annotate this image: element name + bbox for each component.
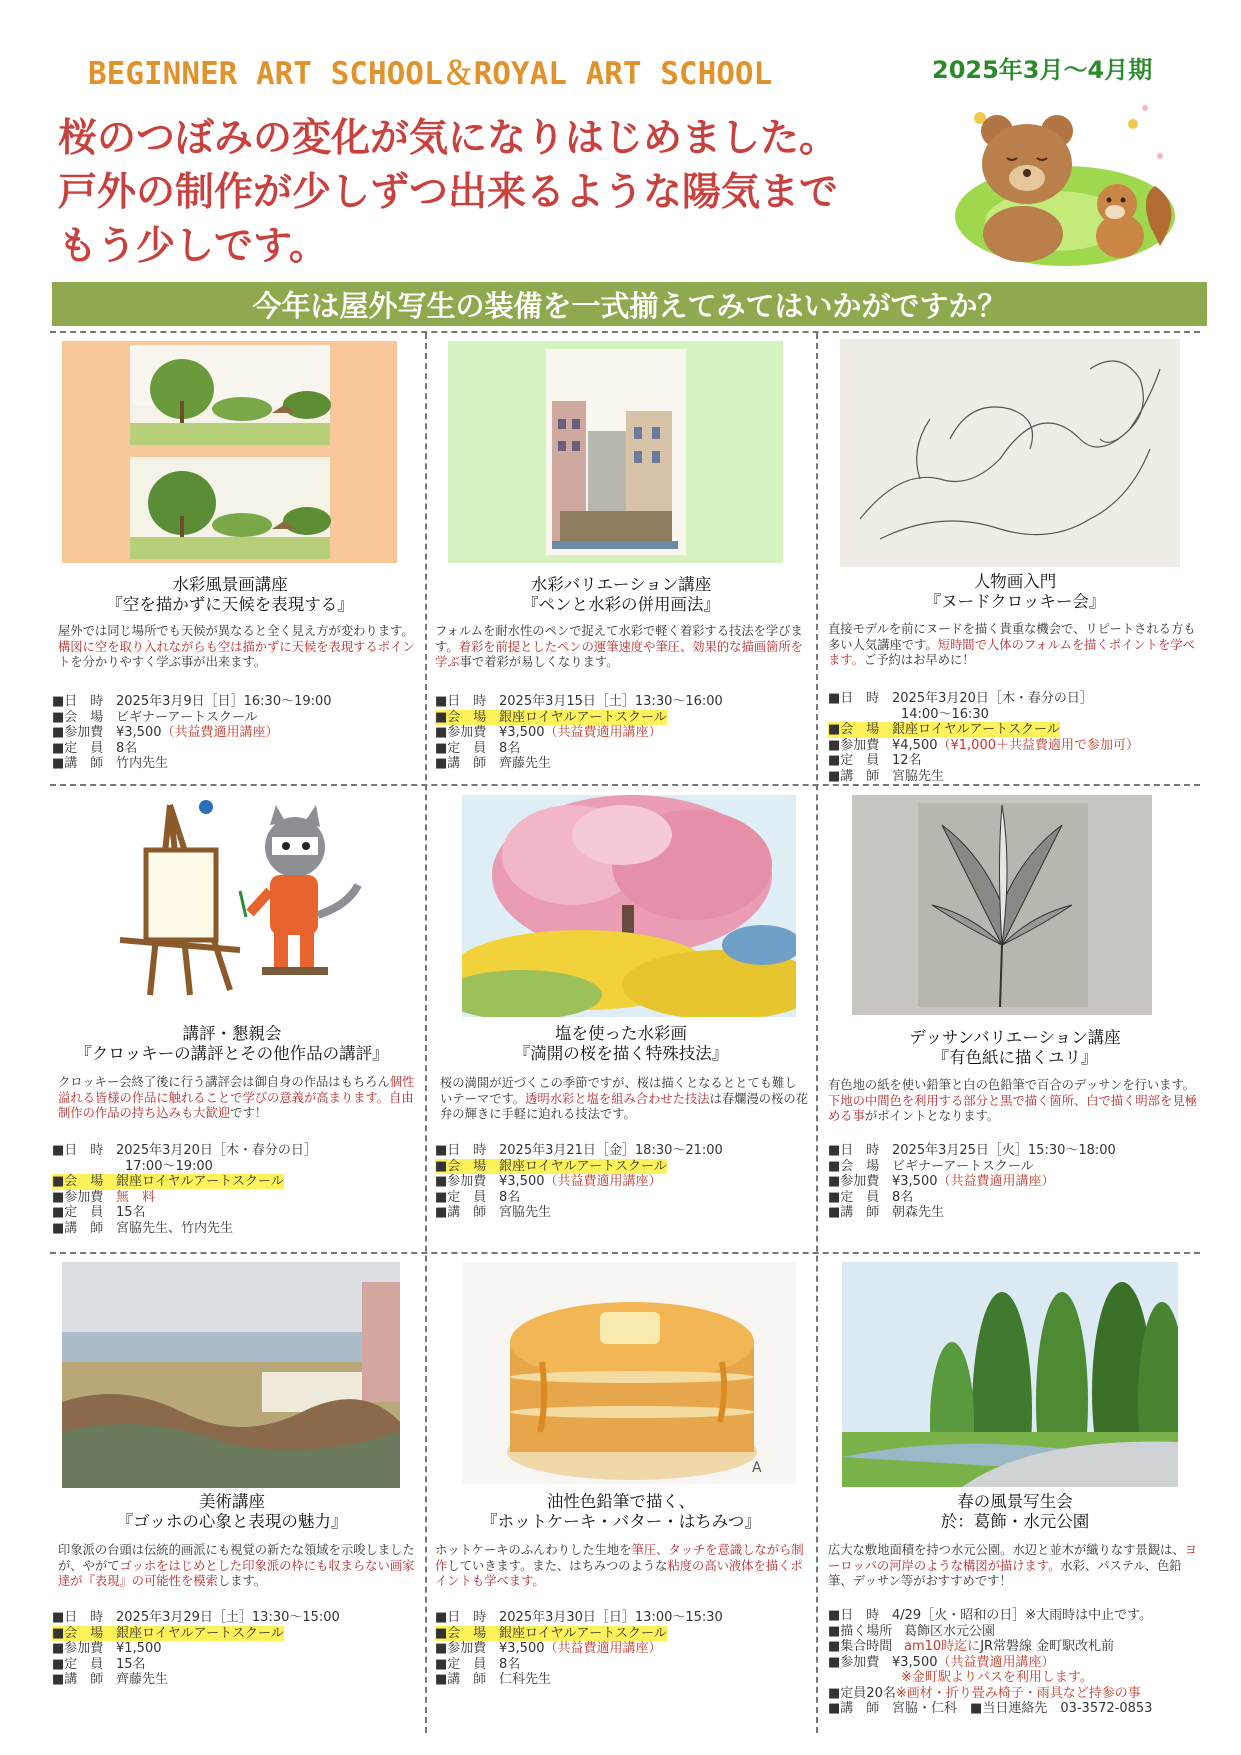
course-8-image	[462, 1262, 796, 1484]
date-key: ■日 時	[435, 1610, 487, 1625]
separator	[425, 333, 427, 1733]
course-9-desc-part-3: 水彩、パステル、色鉛筆、デッサン等がおすすめです！	[828, 1558, 1182, 1588]
course-7-desc-part-1: 印象派の台頭は伝統的画派にも視覚の新たな領域を示唆しましたが、やがて	[58, 1543, 415, 1573]
fee-note: （¥1,000＋共益費適用で参加可）	[937, 737, 1139, 753]
course-6-desc-part-2: 下地の中間色を利用する部分と黒で描く箇所、白で描く明部を見極める事	[828, 1093, 1197, 1123]
date-value-2: 17:00～19:00	[125, 1158, 213, 1174]
separator	[50, 331, 1200, 333]
fee-key: ■参加費	[52, 1189, 104, 1205]
course-5-title	[456, 1024, 786, 1064]
school-title: BEGINNER ART SCHOOL＆ROYAL ART SCHOOL	[88, 56, 773, 92]
fee-note: （共益費適用講座）	[161, 725, 279, 740]
fee-value: ¥4,500	[892, 737, 938, 753]
course-8-title-line-1: 油性色鉛筆で描く、	[546, 1492, 696, 1511]
capacity-note: ※画材・折り畳み椅子・雨具など持参の事	[895, 1685, 1141, 1701]
course-4-desc-part-2: 個性溢れる皆様の作品に触れることで学びの意義が高まります。自由制作の作品の持ち込みも大歓迎	[58, 1075, 415, 1120]
venue-value: 銀座ロイヤルアートスクール	[499, 1158, 667, 1174]
capacity-key: ■定 員	[52, 740, 104, 756]
course-5-desc-part-3: は春爛漫の桜の花弁の輝きに手軽に迫れる技法です。	[440, 1091, 808, 1121]
course-1-description	[58, 624, 420, 671]
course-4-image	[90, 795, 370, 1000]
fee-note: （共益費適用講座）	[544, 1174, 662, 1189]
course-1-image	[62, 341, 397, 563]
course-7-desc-part-2: ゴッホをはじめとした印象派の枠にも収まらない画家達が『表現』の可能性を模索	[58, 1558, 415, 1588]
date-key: ■日 時	[435, 694, 487, 709]
fee-value: ¥3,500	[499, 1174, 545, 1189]
course-6-desc-part-1: 有色地の紙を使い鉛筆と白の色鉛筆で百合のデッサンを行います。	[828, 1078, 1196, 1092]
fee-value: ¥3,500	[892, 1174, 938, 1189]
course-6-info	[828, 1143, 1203, 1221]
course-9-title	[850, 1492, 1180, 1532]
venue-key: ■会 場	[52, 709, 104, 725]
fee-note: （共益費適用講座）	[937, 1654, 1055, 1670]
course-7-info	[52, 1610, 422, 1688]
headline-line-1: 桜のつぼみの変化が気になりはじめました。	[58, 116, 839, 161]
fee-value: ¥3,500	[116, 725, 162, 740]
date-value: 2025年3月25日［火］15:30～18:00	[892, 1143, 1116, 1158]
course-5-desc-part-2: 透明水彩と塩を組み合わせた技法	[525, 1091, 710, 1106]
course-2-title	[456, 575, 786, 615]
course-3-image	[840, 339, 1180, 567]
meet-value-2: JR常磐線 金町駅改札前	[980, 1639, 1115, 1654]
course-5-title-line-2: 『満開の桜を描く特殊技法』	[513, 1044, 729, 1063]
term-label: 2025年3月～4月期	[932, 56, 1153, 84]
course-2-title-line-1: 水彩バリエーション講座	[530, 575, 712, 594]
date-key: ■日 時	[52, 1143, 104, 1158]
teacher-value: 仁科先生	[499, 1672, 552, 1687]
course-3-desc-part-3: ご予約はお早めに！	[863, 653, 975, 667]
course-6-title	[850, 1028, 1180, 1068]
fee-note: （共益費適用講座）	[937, 1174, 1055, 1189]
date-value: 2025年3月20日［木・春分の日］	[892, 691, 1093, 706]
capacity-key: ■定 員	[52, 1656, 104, 1672]
course-1-desc-part-1: 屋外では同じ場所でも天候が異なると全く見え方が変わります。	[58, 624, 414, 638]
course-9-desc-part-2: ヨーロッパの河岸のような構図が描けます。	[828, 1543, 1197, 1573]
course-2-info	[435, 694, 810, 772]
venue-key: ■会 場	[828, 1158, 880, 1174]
course-3-title-line-1: 人物画入門	[973, 572, 1057, 591]
teacher-value: 宮脇先生	[892, 768, 945, 784]
teacher-key: ■講 師	[435, 1205, 487, 1220]
separator	[50, 1252, 1200, 1254]
capacity-key: ■定 員	[52, 1205, 104, 1220]
fee-key: ■参加費	[435, 725, 487, 740]
fee-value: ¥3,500	[499, 725, 545, 740]
date-value: 2025年3月21日［金］18:30～21:00	[499, 1143, 723, 1158]
course-1-info	[52, 694, 422, 772]
course-8-desc-part-4: 粘度の高い液体を描くポイントも学べます。	[435, 1558, 803, 1588]
course-7-title-line-2: 『ゴッホの心象と表現の魅力』	[116, 1512, 348, 1531]
course-1-title	[75, 575, 385, 615]
course-4-desc-part-1: クロッキー会終了後に行う講評会は御自身の作品はもちろん	[58, 1075, 390, 1089]
contact-info: ■当日連絡先 03-3572-0853	[970, 1701, 1153, 1716]
course-6-title-line-1: デッサンバリエーション講座	[909, 1028, 1121, 1047]
date-note: ※大雨時は中止です。	[1025, 1608, 1153, 1623]
course-3-info	[828, 691, 1203, 784]
banner	[52, 282, 1207, 326]
date-key: ■日 時	[435, 1143, 487, 1158]
teacher-key: ■講 師	[52, 756, 104, 771]
course-3-desc-part-1: 直接モデルを前にヌードを描く貴重な機会で、リピートされる方も多い人気講座です。	[828, 622, 1196, 652]
venue-key: ■会 場	[828, 722, 892, 738]
teacher-value: 宮脇・仁科	[892, 1701, 958, 1716]
course-4-desc-part-3: です！	[230, 1106, 268, 1120]
course-8-desc-part-3: していきます。また、はちみつのような	[447, 1558, 668, 1573]
teacher-key: ■講 師	[828, 1701, 880, 1716]
teacher-key: ■講 師	[828, 768, 880, 784]
capacity-value: 20名	[866, 1685, 896, 1701]
fee-value: 無 料	[116, 1189, 156, 1205]
course-1-title-line-1: 水彩風景画講座	[172, 575, 288, 594]
course-7-title-line-1: 美術講座	[199, 1492, 265, 1511]
course-3-title	[850, 572, 1180, 612]
course-8-desc-part-1: ホットケーキのふんわりした生地を	[435, 1543, 632, 1557]
course-5-image	[462, 795, 796, 1017]
teacher-key: ■講 師	[435, 756, 487, 771]
course-6-desc-part-3: がポイントとなります。	[864, 1109, 1000, 1123]
venue-value: ビギナーアートスクール	[892, 1158, 1034, 1174]
fee-note: （共益費適用講座）	[544, 1641, 662, 1656]
teacher-value: 宮脇先生	[499, 1205, 552, 1220]
teacher-value: 齊藤先生	[499, 756, 552, 771]
venue-value: 銀座ロイヤルアートスクール	[116, 1174, 284, 1189]
date-value: 2025年3月29日［土］13:30～15:00	[116, 1610, 340, 1625]
fee-key: ■参加費	[435, 1174, 487, 1189]
course-9-title-line-2: 於：葛飾・水元公園	[940, 1512, 1090, 1531]
date-value: 2025年3月20日［木・春分の日］	[116, 1143, 317, 1158]
fee-value: ¥3,500	[892, 1654, 938, 1670]
venue-key: ■会 場	[52, 1626, 116, 1642]
date-key: ■日 時	[828, 1608, 880, 1623]
venue-key: ■会 場	[435, 1626, 499, 1642]
teacher-key: ■講 師	[828, 1205, 880, 1220]
capacity-value: 12名	[892, 753, 922, 768]
headline-line-3: もう少しです。	[58, 224, 328, 269]
fee-key: ■参加費	[828, 1174, 880, 1189]
course-9-info	[828, 1608, 1208, 1717]
course-6-description	[828, 1078, 1200, 1125]
date-value: 4/29［火・昭和の日］	[892, 1608, 1026, 1623]
course-3-desc-part-2: 短時間で人体のフォルムを描くポイントを学べます。	[828, 637, 1195, 667]
date-key: ■日 時	[828, 1143, 880, 1158]
venue-value: 銀座ロイヤルアートスクール	[116, 1625, 284, 1641]
capacity-value: 8名	[499, 1656, 521, 1672]
headline-line-2: 戸外の制作が少しずつ出来るような陽気まで	[58, 170, 839, 215]
course-8-desc-part-2: 筆圧、タッチを意識しながら制作	[435, 1543, 804, 1573]
course-5-title-line-1: 塩を使った水彩画	[555, 1024, 687, 1043]
capacity-key: ■定 員	[435, 740, 487, 756]
svg-text:A: A	[752, 1460, 762, 1476]
separator	[50, 784, 1200, 786]
course-4-title	[62, 1024, 402, 1064]
capacity-key: ■定 員	[828, 753, 880, 768]
course-8-info	[435, 1610, 810, 1688]
course-4-description	[58, 1075, 420, 1122]
capacity-value: 8名	[116, 740, 138, 756]
banner-text: 今年は屋外写生の装備を一式揃えてみてはいかがですか？	[252, 288, 1007, 323]
course-5-desc-part-1: 桜の満開が近づくこの季節ですが、桜は描くとなるととても難しいテーマです。	[440, 1076, 797, 1106]
venue-value: 銀座ロイヤルアートスクール	[892, 722, 1060, 737]
fee-key: ■参加費	[52, 725, 104, 740]
course-2-desc-part-1: フォルムを耐水性のペンで捉えて水彩で軽く着彩する技法を学びます。	[435, 624, 803, 654]
capacity-key: ■定 員	[435, 1656, 487, 1672]
course-7-image	[62, 1262, 400, 1488]
teacher-value: 齊藤先生	[116, 1672, 169, 1687]
capacity-key: ■定員	[828, 1685, 867, 1701]
capacity-value: 15名	[116, 1656, 146, 1672]
course-6-title-line-2: 『有色紙に描くユリ』	[932, 1048, 1098, 1067]
venue-value: ビギナーアートスクール	[116, 709, 258, 725]
teacher-key: ■講 師	[52, 1220, 104, 1236]
course-3-description	[828, 622, 1200, 669]
course-2-image	[448, 341, 783, 563]
capacity-value: 8名	[892, 1189, 914, 1205]
course-9-title-line-1: 春の風景写生会	[957, 1492, 1073, 1511]
bus-note: ※金町駅よりバスを利用します。	[901, 1670, 1093, 1685]
date-key: ■日 時	[52, 694, 104, 709]
capacity-key: ■定 員	[435, 1189, 487, 1205]
teacher-value: 朝森先生	[892, 1205, 945, 1220]
place-value: 葛飾区水元公園	[904, 1623, 996, 1639]
capacity-value: 8名	[499, 740, 521, 756]
venue-key: ■会 場	[435, 710, 499, 726]
headline	[58, 112, 938, 274]
date-key: ■日 時	[828, 691, 880, 706]
course-2-title-line-2: 『ペンと水彩の併用画法』	[522, 595, 720, 614]
capacity-value: 8名	[499, 1189, 521, 1205]
place-key: ■描く場所	[828, 1623, 893, 1639]
course-5-description	[440, 1076, 808, 1123]
teacher-key: ■講 師	[435, 1672, 487, 1687]
course-9-image	[842, 1262, 1178, 1487]
venue-key: ■会 場	[435, 1159, 499, 1175]
teacher-value: 竹内先生	[116, 756, 169, 771]
date-key: ■日 時	[52, 1610, 104, 1625]
date-value: 2025年3月9日［日］16:30～19:00	[116, 694, 332, 709]
teacher-value: 宮脇先生、竹内先生	[116, 1220, 234, 1236]
course-9-desc-part-1: 広大な敷地面積を持つ水元公園。水辺と並木が織りなす景観は、	[828, 1543, 1185, 1557]
fee-key: ■参加費	[52, 1641, 104, 1656]
course-9-description	[828, 1543, 1203, 1590]
course-4-title-line-1: 講評・懇親会	[182, 1024, 282, 1043]
course-8-title	[456, 1492, 786, 1532]
fee-key: ■参加費	[828, 1654, 880, 1670]
bear-and-squirrel-illustration	[945, 96, 1185, 276]
course-1-title-line-2: 『空を描かずに天候を表現する』	[106, 595, 354, 614]
teacher-key: ■講 師	[52, 1672, 104, 1687]
course-1-desc-part-3: を分かりやすく学ぶ事が出来ます。	[70, 655, 267, 669]
date-value: 2025年3月15日［土］13:30～16:00	[499, 694, 723, 709]
course-1-desc-part-2: 構図に空を取り入れながらも空は描かずに天候を表現するポイント	[58, 639, 415, 669]
course-8-description	[435, 1543, 808, 1590]
course-2-desc-part-3: 事で着彩が易しくなります。	[459, 655, 619, 669]
capacity-key: ■定 員	[828, 1189, 880, 1205]
venue-key: ■会 場	[52, 1174, 116, 1190]
date-value-2: 14:00～16:30	[901, 706, 989, 722]
course-7-desc-part-3: します。	[217, 1574, 267, 1588]
course-2-desc-part-2: 着彩を前提としたペンの運筆速度や筆圧、効果的な描画箇所を学ぶ	[435, 639, 803, 669]
fee-key: ■参加費	[435, 1641, 487, 1656]
course-3-title-line-2: 『ヌードクロッキー会』	[924, 592, 1106, 611]
meet-value: am10時迄に	[904, 1639, 981, 1654]
venue-value: 銀座ロイヤルアートスクール	[499, 1625, 667, 1641]
meet-key: ■集合時間	[828, 1639, 893, 1654]
course-5-info	[435, 1143, 810, 1221]
separator	[816, 333, 818, 1733]
fee-key: ■参加費	[828, 737, 880, 753]
venue-value: 銀座ロイヤルアートスクール	[499, 709, 667, 725]
course-8-title-line-2: 『ホットケーキ・バター・はちみつ』	[481, 1512, 761, 1531]
course-4-info	[52, 1143, 422, 1236]
course-7-title	[62, 1492, 402, 1532]
course-6-image	[852, 795, 1152, 1015]
course-4-title-line-2: 『クロッキーの講評とその他作品の講評』	[75, 1044, 389, 1063]
fee-value: ¥1,500	[116, 1641, 162, 1656]
fee-value: ¥3,500	[499, 1641, 545, 1656]
course-2-description	[435, 624, 807, 671]
capacity-value: 15名	[116, 1205, 146, 1220]
course-7-description	[58, 1543, 420, 1590]
date-value: 2025年3月30日［日］13:00～15:30	[499, 1610, 723, 1625]
fee-note: （共益費適用講座）	[544, 725, 662, 740]
